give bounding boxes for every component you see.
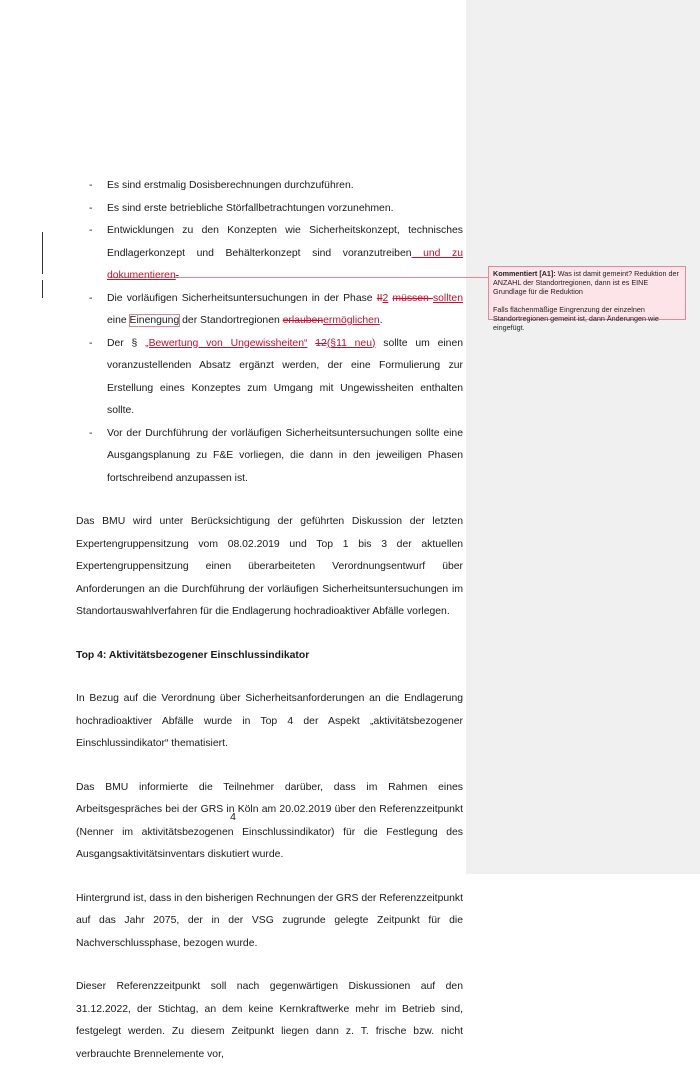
- bullet-list: [76, 175, 463, 490]
- document-body[interactable]: [76, 175, 463, 1066]
- paragraph: Das BMU informierte die Teilnehmer darüber, dass im Rahmen eines Arbeitsgespräches bei der GRS in Köln am 20.02.2019 über den Referenzzeitpunkt (Nenner im aktivitätsbezogenen Einschlussindikator) für die Festlegung des Ausgangsaktivitätsinventars diskutiert wurde.: [76, 781, 463, 860]
- inserted-text: (§11 neu): [326, 337, 376, 349]
- deleted-text: 12: [315, 337, 327, 349]
- paragraph: Hintergrund ist, dass in den bisherigen Rechnungen der GRS der Referenzzeitpunkt auf das Jahr 2075, der in der VSG zugrunde gelegte Zeitpunkt für die Nachverschlussphase, bezogen wurde.: [76, 892, 463, 949]
- comment-text: Was ist damit gemeint? Reduktion der ANZAHL der Standortregionen, dann ist es EINE Grundlage für die Reduktion: [493, 269, 679, 296]
- paragraph: Dieser Referenzzeitpunkt soll nach gegenwärtigen Diskussionen auf den 31.12.2022, der Stichtag, an dem keine Kernkraftwerke mehr im Betrieb sind, festgelegt werden. Zu diesem Zeitpunkt liegen dann z. T. frische bzw. nicht verbrauchte Brennelemente vor,: [76, 981, 463, 1060]
- commented-text[interactable]: Einengung: [129, 315, 180, 326]
- deleted-text: .: [175, 270, 179, 281]
- comment-header: [493, 269, 681, 296]
- comment-balloon[interactable]: [488, 266, 686, 332]
- deleted-text: II: [376, 292, 383, 304]
- paragraph: Das BMU wird unter Berücksichtigung der geführten Diskussion der letzten Expertengruppensitzung vom 08.02.2019 und Top 1 bis 3 der aktuellen Expertengruppensitzung einen überarbeiteten Verordnungsentwurf über Anforderungen an die Durchführung der vorläufigen Sicherheitsuntersuchungen im Standortauswahlverfahren für die Endlagerung hochradioaktiver Abfälle vorlegen.: [76, 516, 463, 617]
- inserted-text: 2: [382, 292, 389, 304]
- list-item: - Die vorläufigen Sicherheitsuntersuchungen in der Phase II2 müssen sollten eine Einengung der Standortregionen erlaubenermöglichen.: [76, 288, 463, 333]
- deleted-text: erlauben: [282, 315, 324, 326]
- inserted-text: sollten: [432, 292, 463, 304]
- section-heading: Top 4: Aktivitätsbezogener Einschlussindikator: [76, 649, 310, 661]
- list-item: - Vor der Durchführung der vorläufigen Sicherheitsuntersuchungen sollte eine Ausgangsplanung zu F&E vorliegen, die dann in den jeweiligen Phasen fortschreibend anzupassen ist.: [76, 423, 463, 491]
- inserted-text: ermöglichen: [323, 315, 380, 326]
- change-bar: [42, 280, 43, 298]
- inserted-text: und zu dokumentieren: [107, 247, 463, 281]
- inserted-text: „Bewertung von Ungewissheiten“: [145, 337, 308, 349]
- comment-label: Kommentiert [A1]:: [493, 269, 556, 278]
- list-item: - Der § „Bewertung von Ungewissheiten“ 12(§11 neu) sollte um einen voranzustellenden Absatz ergänzt werden, der eine Formulierung zur Erstellung eines Konzeptes zum Umgang mit Ungewissheiten enthalten sollte.: [76, 333, 463, 423]
- page-number: 4: [230, 812, 236, 823]
- list-item: - Entwicklungen zu den Konzepten wie Sicherheitskonzept, technisches Endlagerkonzept und Behälterkonzept sind voranzutreiben und zu dokumentieren.: [76, 220, 463, 288]
- comment-margin-panel: [466, 0, 700, 874]
- comment-text: Falls flächenmäßige Eingrenzung der einzelnen Standortregionen gemeint ist, dann Änderungen wie eingefügt.: [493, 305, 659, 332]
- list-item: - Es sind erste betriebliche Störfallbetrachtungen vorzunehmen.: [76, 198, 463, 221]
- list-item: - Es sind erstmalig Dosisberechnungen durchzuführen.: [76, 175, 463, 198]
- deleted-text: müssen: [392, 292, 433, 304]
- paragraph: In Bezug auf die Verordnung über Sicherheitsanforderungen an die Endlagerung hochradioaktiver Abfälle wurde in Top 4 der Aspekt „aktivitätsbezogener Einschlussindikator“ thematisiert.: [76, 693, 463, 749]
- change-bar: [42, 232, 43, 274]
